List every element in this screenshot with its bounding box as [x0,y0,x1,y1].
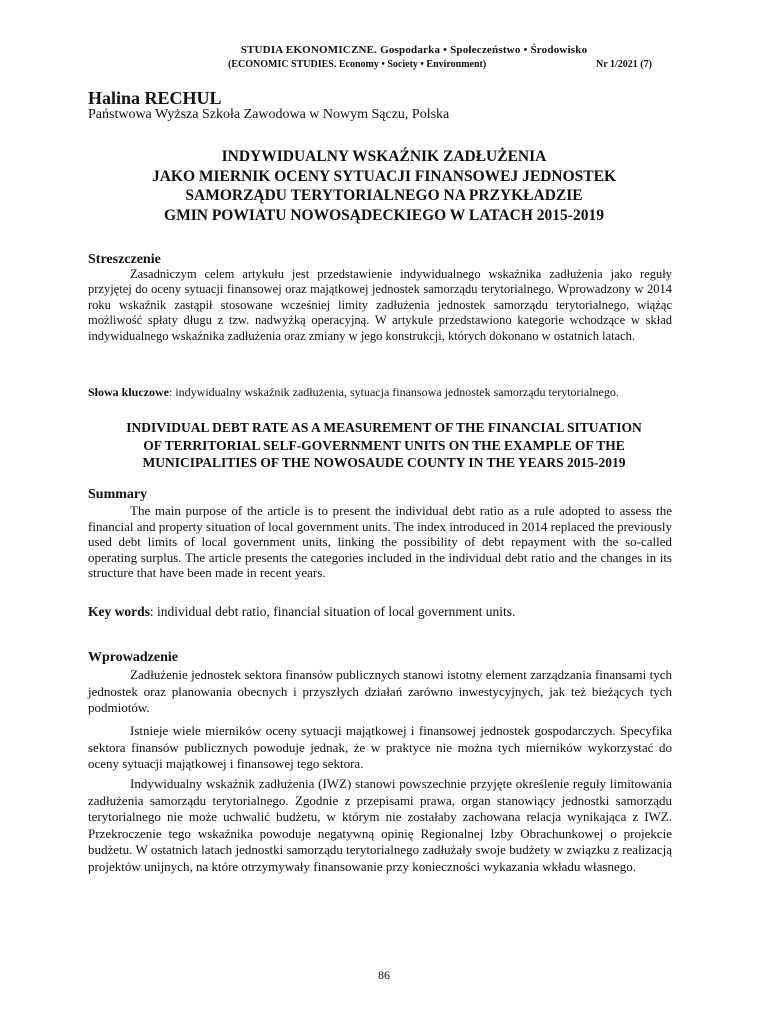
issue-number: Nr 1/2021 (7) [596,59,652,70]
keywords-pl-label: Słowa kluczowe [88,385,169,399]
keywords-en-label: Key words [88,604,150,619]
intro-paragraph-3: Indywidualny wskaźnik zadłużenia (IWZ) stanowi powszechnie przyjęte określenie reguły limitowania zadłużenia samorządu terytorialnego. Zgodnie z przepisami prawa, organ stanowiący jednostki samorządu terytorialnego nie może uchwalić budżetu, w którym nie zostałaby zachowana relacja wynikająca z IWZ. Przekroczenie tego wskaźnika powoduje negatywną opinię Regionalnej Izby Obrachunkowej o projekcie budżetu. W ostatnich latach jednostki samorządu terytorialnego zadłużały swoje budżety w związku z realizacją projektów unijnych, na które otrzymywały finansowanie przy konieczności wykazania wkładu własnego. [88,776,672,874]
abstract-en-heading: Summary [88,487,148,502]
title-pl-line: JAKO MIERNIK OCENY SYTUACJI FINANSOWEJ JEDNOSTEK [151,167,617,185]
page-number: 86 [378,968,390,982]
journal-header [0,44,768,72]
abstract-pl-text: Zasadniczym celem artykułu jest przedstawienie indywidualnego wskaźnika zadłużenia jako reguły przyjętej do oceny sytuacji finansowej oraz majątkowej jednostek samorządu terytorialnego. Wprowadzony w 2014 roku wskaźnik zastąpił stosowane wcześniej limity zadłużenia jednostek samorządu terytorialnego, wiążąc możliwość spłaty długu z tzw. nadwyżką operacyjną. W artykule przedstawiono kategorie wchodzące w skład indywidualnego wskaźnika zadłużenia oraz zmiany w jego konstrukcji, których dokonano w ostatnich latach. [88,267,672,343]
title-pl-line: GMIN POWIATU NOWOSĄDECKIEGO W LATACH 2015-2019 [164,206,604,224]
keywords-en-text: : individual debt ratio, financial situation of local government units. [149,604,516,619]
intro-paragraph-2: Istnieje wiele mierników oceny sytuacji majątkowej i finansowej jednostek gospodarczych. Specyfika sektora finansów publicznych powoduje jednak, że w praktyce nie można tych mierników wykorzystać do oceny sytuacji majątkowej i finansowej tego sektora. [88,723,672,771]
author-affiliation: Państwowa Wyższa Szkoła Zawodowa w Nowym Sączu, Polska [88,107,450,122]
keywords-pl-text: : indywidualny wskaźnik zadłużenia, sytuacja finansowa jednostek samorządu terytorialnego. [169,385,619,399]
article-title-pl [88,147,680,225]
title-pl-line: SAMORZĄDU TERYTORIALNEGO NA PRZYKŁADZIE [185,187,583,204]
keywords-en [88,604,688,620]
journal-subline [0,59,768,72]
title-pl-line: INDYWIDUALNY WSKAŹNIK ZADŁUŻENIA [221,148,547,165]
article-title-en [88,419,680,472]
journal-title-en: (ECONOMIC STUDIES. Economy • Society • Environment) [228,59,487,70]
author-name: Halina RECHUL [88,88,222,108]
journal-title-pl: STUDIA EKONOMICZNE. Gospodarka • Społeczeństwo • Środowisko [240,44,588,56]
abstract-en-text: The main purpose of the article is to present the individual debt ratio as a rule adopted to assess the financial and property situation of local government units. The index introduced in 2014 replaced the previously used debt limits of local government units, linking the possibility of debt repayment with the so-called operating surplus. The article presents the categories included in the individual debt ratio and the changes in its structure that have been made in recent years. [88,503,672,580]
abstract-pl-heading: Streszczenie [88,252,161,267]
title-en-line: MUNICIPALITIES OF THE NOWOSAUDE COUNTY IN THE YEARS 2015-2019 [142,455,626,470]
intro-heading: Wprowadzenie [88,650,178,665]
intro-paragraph-1: Zadłużenie jednostek sektora finansów publicznych stanowi istotny element zarządzania finansami tych jednostek oraz planowania obecnych i przyszłych działań zarówno inwestycyjnych, jak też bieżących tych podmiotów. [88,667,672,715]
title-en-line: OF TERRITORIAL SELF-GOVERNMENT UNITS ON THE EXAMPLE OF THE [143,437,625,453]
keywords-pl [88,385,688,400]
title-en-line: INDIVIDUAL DEBT RATE AS A MEASUREMENT OF THE FINANCIAL SITUATION [126,420,642,435]
